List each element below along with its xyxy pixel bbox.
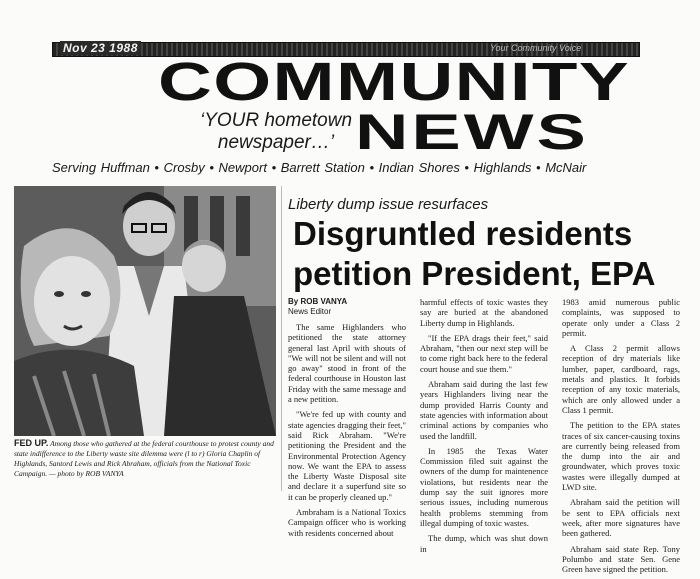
article-column-2 [420, 297, 548, 559]
article-column-3 [562, 297, 680, 579]
article-headline: Disgruntled residents petition President, EPA [293, 215, 656, 292]
paragraph: The same Highlanders who petitioned the state attorney general last April with shouts of "We will not be silent and will not go away" stood in front of the federal courthouse in Houston last Friday with the same message and a new petition. [288, 322, 406, 405]
caption-text: Among those who gathered at the federal courthouse to protest county and state indifference to the Liberty waste site dilemma were (l to r) Gloria Chaplin of Highlands, Santord Lewis and Rick Abraham, officials from the National Toxic Campaign. — photo by ROB VANYA [14, 439, 274, 478]
caption-lead: FED UP. [14, 438, 49, 448]
article-kicker: Liberty dump issue resurfaces [288, 196, 489, 213]
masthead-title-news: NEWS [355, 104, 589, 160]
masthead-title-community: COMMUNITY [158, 52, 630, 112]
paragraph: The petition to the EPA states traces of six cancer-causing toxins are currently being released from the dump into the air and groundwater, which proves toxic wastes were illegally dumped at LWD site. [562, 420, 680, 493]
photo-illustration [14, 186, 276, 436]
masthead-motto: Your Community Voice [490, 43, 582, 53]
article-column-1 [288, 322, 406, 543]
paragraph: Ambraham is a National Toxics Campaign officer who is working with residents concerned about [288, 507, 406, 538]
column-divider [281, 186, 282, 491]
serving-areas: Serving Huffman • Crosby • Newport • Barrett Station • Indian Shores • Highlands • McNair [52, 160, 587, 175]
byline-role: News Editor [288, 307, 332, 316]
issue-date: Nov 23 1988 [60, 41, 141, 55]
paragraph: 1983 amid numerous public complaints, was supposed to operate only under a Class 2 permit. [562, 297, 680, 338]
paragraph: In 1985 the Texas Water Commission filed suit against the owners of the dump for maintenence violations, but residents near the dump say the suit ignores more serious issues, including numerous health problems stemming from illegal dumping of toxic wastes. [420, 445, 548, 528]
photo-caption [14, 438, 278, 479]
paragraph: Abraham said state Rep. Tony Polumbo and state Sen. Gene Green have signed the petition. [562, 543, 680, 575]
paragraph: "We're fed up with county and state agencies dragging their feet," said Rick Abraham. "We're petitioning the President and the Environmental Protection Agency now. We want the EPA to assess the Liberty Waste Disposal site and declare it a superfund site so it can be properly cleaned up." [288, 409, 406, 502]
paragraph: A Class 2 permit allows reception of dry materials like lumber, paper, cardboard, rags, metals and plastics. It forbids reception of any toxic materials, which are only allowed under a Class 1 permit. [562, 343, 680, 415]
paragraph: Abraham said during the last few years Highlanders living near the dump provided Harris County and state agencies with information about criminal actions by companies who used the landfill. [420, 379, 548, 441]
news-photo [14, 186, 276, 436]
masthead-tagline: ‘YOUR hometown newspaper…’ [199, 110, 353, 153]
paragraph: Abraham said the petition will be sent to EPA officials next week, after more signatures have been gathered. [562, 497, 680, 539]
paragraph: "If the EPA drags their feet," said Abraham, "then our next step will be to come right back here to the federal court house and sue them." [420, 332, 548, 374]
byline-author: By ROB VANYA [288, 297, 348, 306]
article-byline [288, 297, 347, 317]
paragraph: harmful effects of toxic wastes they say are buried at the abandoned Liberty dump in Highlands. [420, 297, 548, 328]
paragraph: The dump, which was shut down in [420, 533, 548, 554]
